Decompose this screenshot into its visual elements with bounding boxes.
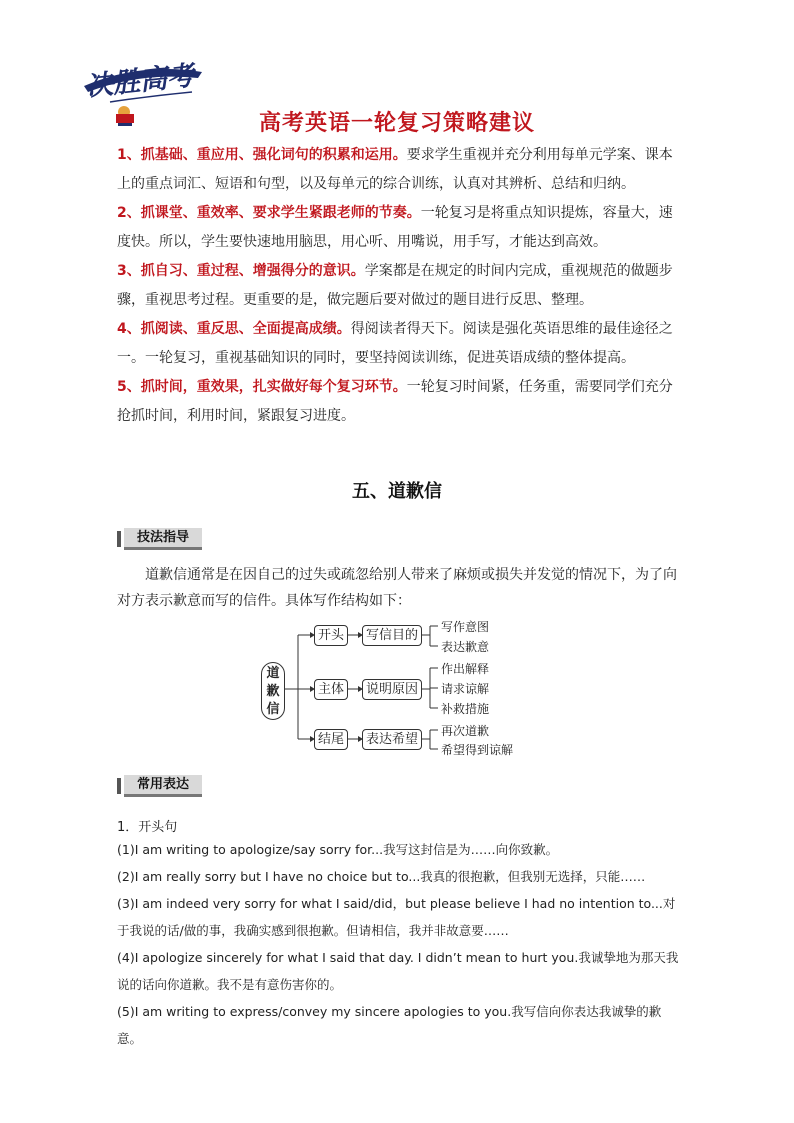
- tag-label: 常用表达: [124, 775, 202, 797]
- expression-item: (1)I am writing to apologize/say sorry for...我写这封信是为……向你致歉。: [117, 842, 559, 857]
- tip-item: [117, 315, 682, 373]
- tip-item: [117, 199, 682, 257]
- diagram-item: 作出解释: [441, 662, 490, 676]
- section-title: 五、道歉信: [352, 481, 442, 502]
- tip-body: 要求学生重视并充分利用每单元学案、课本上的重点词汇、短语和句型，以及每单元的综合训练，认真对其辨析、总结和归纳。: [117, 147, 673, 192]
- tip-item: [117, 257, 682, 315]
- expression-item: (5)I am writing to express/convey my sincere apologies to you.我写信向你表达我诚挚的歉意。: [117, 1004, 662, 1046]
- tip-body: 一轮复习时间紧，任务重，需要同学们充分抢抓时间，利用时间，紧跟复习进度。: [117, 379, 673, 424]
- diagram-root-label: 道歉信: [266, 666, 280, 717]
- tag-bar: [117, 778, 121, 794]
- tip-heading: 5、抓时间，重效果，扎实做好每个复习环节。: [117, 379, 407, 395]
- diagram-part-closing: 结尾: [314, 729, 348, 750]
- expression-item: (2)I am really sorry but I have no choice but to...我真的很抱歉，但我别无选择，只能……: [117, 869, 646, 884]
- svg-text:决胜高考: 决胜高考: [84, 60, 196, 103]
- diagram-item: 补救措施: [441, 702, 490, 716]
- tag-label: 技法指导: [124, 528, 202, 550]
- diagram-purpose-opening: 写信目的: [362, 625, 422, 646]
- diagram-item: 表达歉意: [441, 640, 490, 654]
- tip-body: 一轮复习是将重点知识提炼，容量大，速度快。所以，学生要快速地用脑思，用心听、用嘴说，用手写，才能达到高效。: [117, 205, 673, 250]
- tag-bar: [117, 531, 121, 547]
- tip-body: 学案都是在规定的时间内完成，重视规范的做题步骤，重视思考过程。更重要的是，做完题后要对做过的题目进行反思、整理。: [117, 263, 673, 308]
- diagram-item: 写作意图: [441, 620, 490, 634]
- tip-item: [117, 373, 682, 431]
- tip-heading: 3、抓自习、重过程、增强得分的意识。: [117, 263, 365, 279]
- diagram-part-body: 主体: [314, 679, 348, 700]
- page-title: 高考英语一轮复习策略建议: [258, 111, 535, 136]
- expressions-heading: 1．开头句: [117, 820, 178, 835]
- tip-item: [117, 141, 682, 199]
- intro-paragraph: 道歉信通常是在因自己的过失或疏忽给别人带来了麻烦或损失并发觉的情况下，为了向对方表示歉意而写的信件。具体写作结构如下：: [117, 567, 677, 609]
- section-tag-expressions: [117, 775, 205, 797]
- diagram-item: 请求谅解: [441, 682, 490, 696]
- diagram-item: 再次道歉: [441, 724, 490, 738]
- tip-body: 得阅读者得天下。阅读是强化英语思维的最佳途径之一。一轮复习，重视基础知识的同时，要坚持阅读训练，促进英语成绩的整体提高。: [117, 321, 673, 366]
- tip-heading: 1、抓基础、重应用、强化词句的积累和运用。: [117, 147, 407, 163]
- expression-item: (4)I apologize sincerely for what I said that day. I didn’t mean to hurt you.我诚挚地为那天我说的话向你道歉。我不是有意伤害你的。: [117, 950, 679, 992]
- diagram-item: 希望得到谅解: [441, 743, 514, 757]
- diagram-part-opening: 开头: [314, 625, 348, 646]
- strategy-tips: [117, 141, 682, 431]
- diagram-purpose-closing: 表达希望: [362, 729, 422, 750]
- tip-heading: 4、抓阅读、重反思、全面提高成绩。: [117, 321, 351, 337]
- section-tag-techniques: [117, 528, 205, 550]
- diagram-purpose-body: 说明原因: [362, 679, 422, 700]
- diagram-root: [261, 662, 285, 720]
- tip-heading: 2、抓课堂、重效率、要求学生紧跟老师的节奏。: [117, 205, 421, 221]
- expression-item: (3)I am indeed very sorry for what I said/did，but please believe I had no intention to...对于我说的话/做的事，我确实感到很抱歉。但请相信，我并非故意要……: [117, 896, 676, 938]
